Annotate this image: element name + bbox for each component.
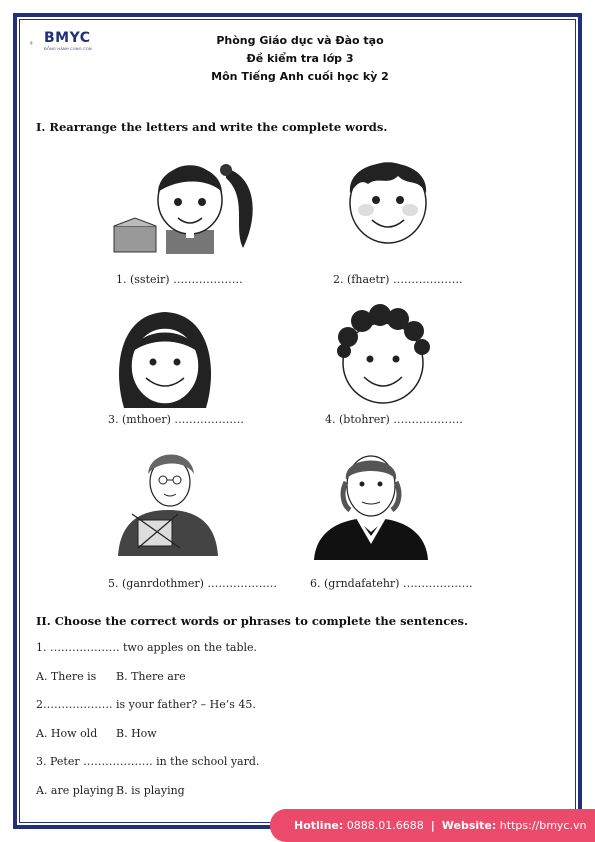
girl-with-ponytail-icon bbox=[108, 148, 268, 254]
header-subject: Môn Tiếng Anh cuối học kỳ 2 bbox=[211, 70, 389, 83]
curly-hair-boy-face-icon bbox=[328, 303, 438, 407]
question-3: 3. Peter ………………. in the school yard. bbox=[36, 755, 260, 768]
contact-footer bbox=[270, 809, 595, 842]
exercise-1-label: 1. (ssteir) ………………. bbox=[116, 273, 243, 286]
website-link[interactable]: https://bmyc.vn bbox=[499, 819, 587, 832]
woman-face-icon bbox=[110, 308, 220, 408]
question-2-options bbox=[36, 727, 157, 740]
exercise-4-label: 4. (btohrer) ………………. bbox=[325, 413, 463, 426]
website-label: Website: bbox=[441, 819, 497, 832]
bmyc-logo-icon bbox=[30, 30, 44, 56]
question-1-options bbox=[36, 670, 186, 683]
logo-wordmark: BMYC bbox=[44, 30, 91, 46]
option-a: A. There is bbox=[36, 670, 97, 683]
grandfather-portrait-icon bbox=[312, 444, 430, 560]
exercise-5-label: 5. (ganrdothmer) ………………. bbox=[108, 577, 277, 590]
option-b: B. There are bbox=[116, 670, 186, 683]
option-b: B. is playing bbox=[116, 784, 185, 797]
logo-tagline: ĐỒNG HÀNH CÙNG CON bbox=[44, 47, 92, 51]
section-1-title: I. Rearrange the letters and write the complete words. bbox=[36, 120, 388, 134]
hotline-number[interactable]: 0888.01.6688 bbox=[346, 819, 424, 832]
grandmother-knitting-icon bbox=[108, 444, 228, 556]
document-header bbox=[150, 32, 450, 86]
section-2-title: II. Choose the correct words or phrases to complete the sentences. bbox=[36, 614, 469, 628]
option-b: B. How bbox=[116, 727, 157, 740]
exercise-3-label: 3. (mthoer) ………………. bbox=[108, 413, 244, 426]
header-exam-title: Đề kiểm tra lớp 3 bbox=[246, 52, 354, 65]
footer-separator: | bbox=[430, 819, 435, 832]
question-2: 2………………. is your father? – He’s 45. bbox=[36, 698, 256, 711]
question-3-options bbox=[36, 784, 185, 797]
hotline-label: Hotline: bbox=[294, 819, 344, 832]
question-1: 1. ………………. two apples on the table. bbox=[36, 641, 258, 654]
boy-face-icon bbox=[338, 148, 438, 248]
option-a: A. How old bbox=[36, 727, 98, 740]
header-department: Phòng Giáo dục và Đào tạo bbox=[216, 34, 384, 47]
exercise-2-label: 2. (fhaetr) ………………. bbox=[333, 273, 463, 286]
option-a: A. are playing bbox=[36, 784, 114, 797]
exercise-6-label: 6. (grndafatehr) ………………. bbox=[310, 577, 473, 590]
